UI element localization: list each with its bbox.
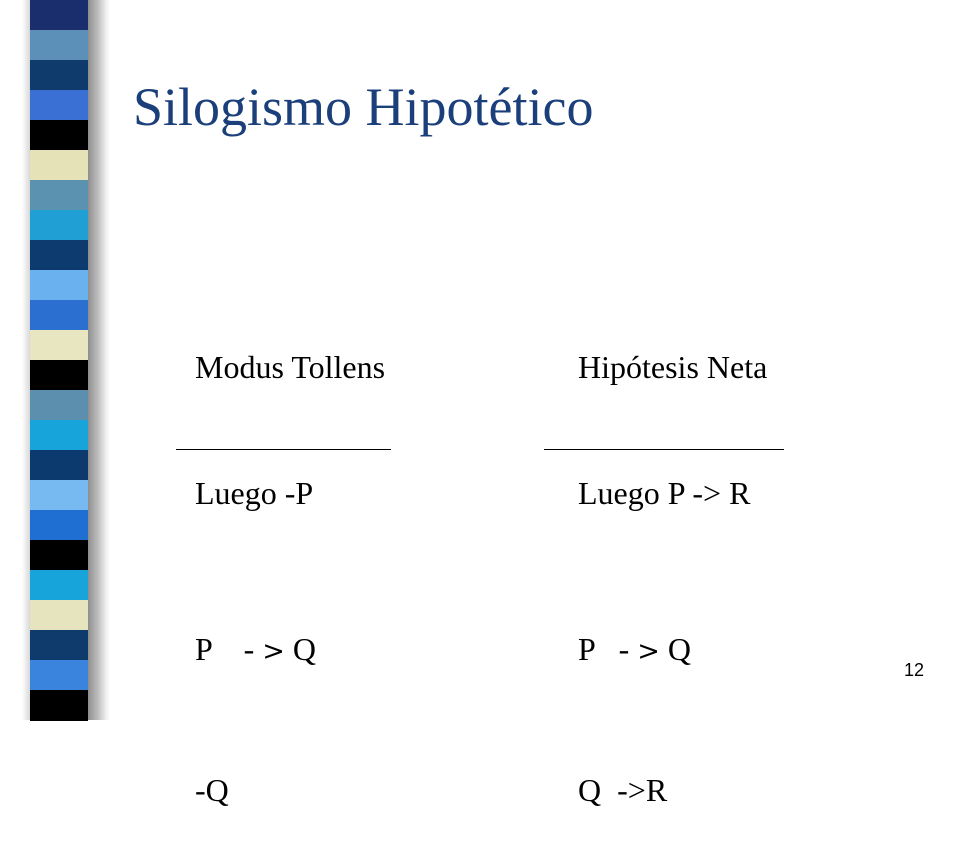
decorative-stripe: [30, 300, 88, 331]
decorative-stripe: [30, 360, 88, 391]
decorative-stripe: [30, 690, 88, 721]
modus-tollens-premise-1: [195, 626, 385, 673]
decorative-stripe: [30, 90, 88, 121]
sidebar-shadow: [88, 0, 110, 720]
decorative-stripe: [30, 270, 88, 301]
decorative-stripe: [30, 570, 88, 601]
modus-tollens-inference-line: [176, 449, 391, 450]
decorative-stripe: [30, 390, 88, 421]
hipotesis-neta-heading: Hipótesis Neta: [578, 349, 768, 385]
decorative-stripe: [30, 420, 88, 451]
decorative-stripe: [30, 210, 88, 241]
implication-dash: -: [243, 631, 255, 667]
page-number: 12: [903, 660, 924, 680]
decorative-stripe: [30, 330, 88, 361]
decorative-stripe: [30, 120, 88, 151]
decorative-stripe: [30, 660, 88, 691]
decorative-stripe-bar: [30, 0, 88, 720]
decorative-stripe: [30, 480, 88, 511]
decorative-stripe: [30, 600, 88, 631]
decorative-stripe: [30, 450, 88, 481]
modus-tollens-conclusion: Luego -P: [195, 475, 314, 511]
implication-arrow: >: [637, 636, 660, 667]
decorative-stripe: [30, 240, 88, 271]
implication-dash: -: [618, 631, 630, 667]
premise-right: Q: [292, 631, 316, 667]
modus-tollens-column: [195, 250, 385, 861]
decorative-stripe: [30, 180, 88, 211]
premise-right: Q: [667, 631, 691, 667]
premise-left: P: [578, 631, 595, 667]
hipotesis-neta-conclusion: Luego P -> R: [578, 475, 751, 511]
implication-arrow: >: [262, 636, 285, 667]
decorative-stripe: [30, 510, 88, 541]
hipotesis-neta-premise-1: [578, 626, 767, 673]
decorative-stripe: [30, 30, 88, 61]
decorative-stripe: [30, 630, 88, 661]
decorative-stripe: [30, 0, 88, 31]
premise-left: P: [195, 631, 212, 667]
decorative-stripe: [30, 540, 88, 571]
modus-tollens-heading: Modus Tollens: [195, 349, 386, 385]
slide-title: Silogismo Hipotético: [133, 77, 594, 137]
hipotesis-neta-inference-line: [544, 449, 784, 450]
sidebar-left-shadow: [22, 0, 30, 720]
decorative-stripe: [30, 60, 88, 91]
decorative-stripe: [30, 150, 88, 181]
hipotesis-neta-column: [578, 250, 767, 861]
hipotesis-neta-premise-2: Q ->R: [578, 772, 668, 808]
modus-tollens-premise-2: -Q: [195, 772, 229, 808]
